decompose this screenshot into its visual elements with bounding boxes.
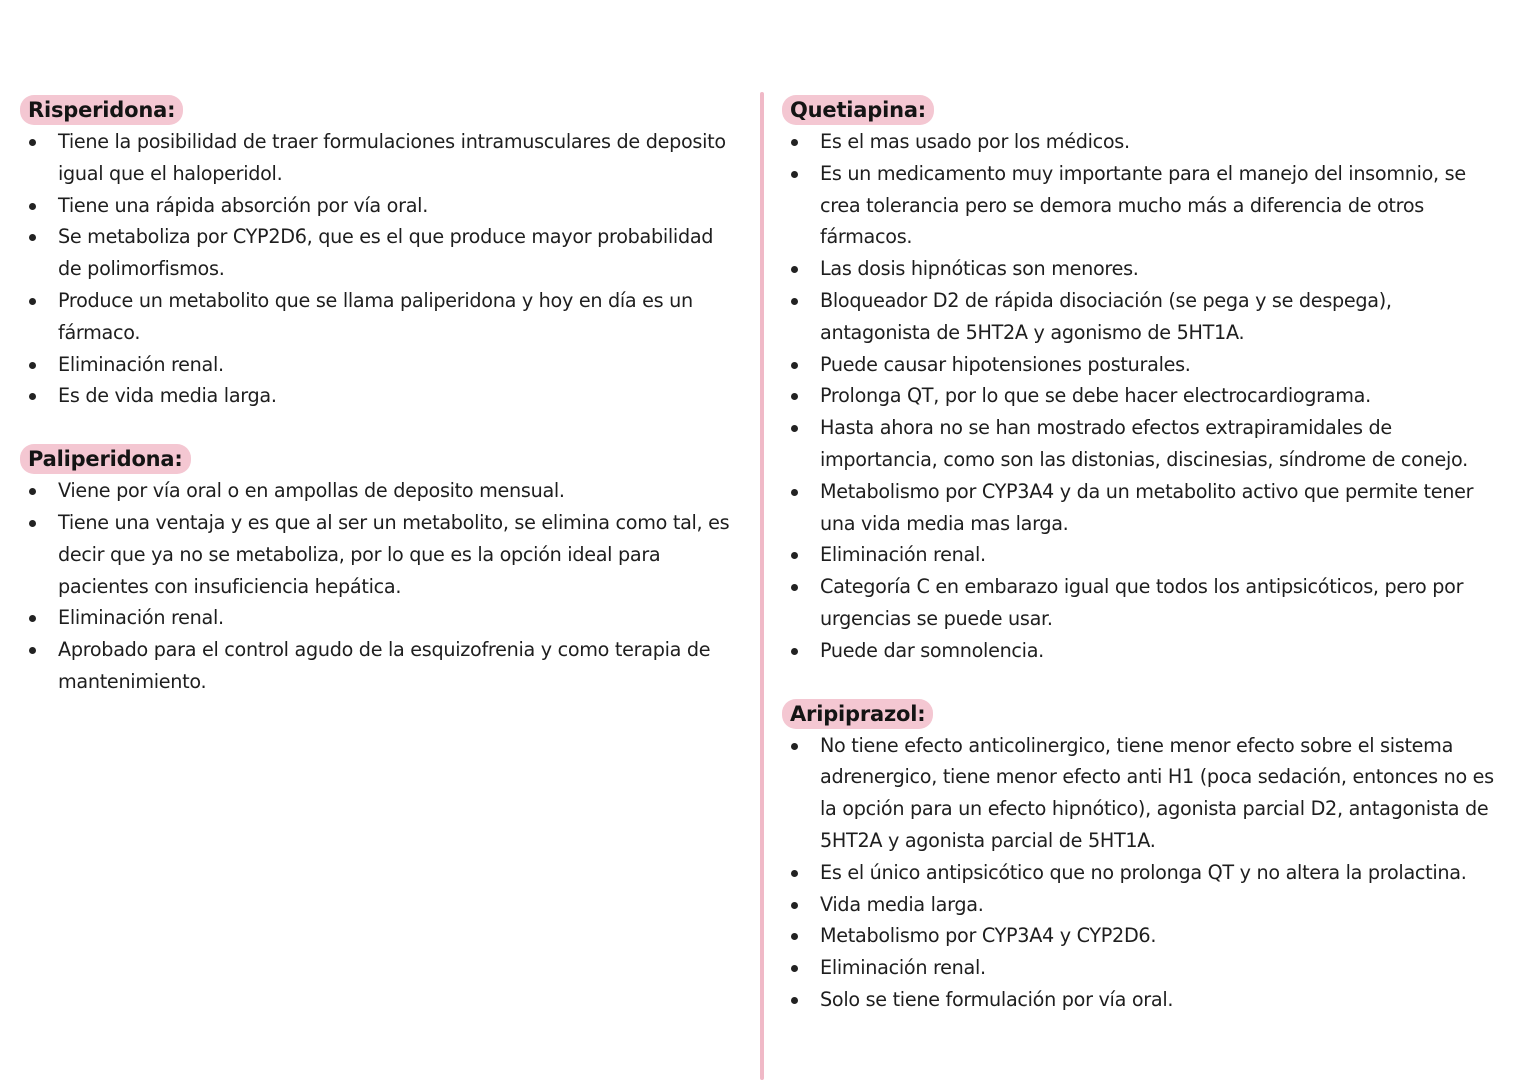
list-item: No tiene efecto anticolinergico, tiene menor efecto sobre el sistema adrenergico, tiene menor efecto anti H1 (poca sedación, entonces no es la opción para un efecto hipnótico), agonista parcial D2, antagonista de 5HT2A y agonista parcial de 5HT1A. (782, 730, 1502, 857)
list-item: Es el único antipsicótico que no prolonga QT y no altera la prolactina. (782, 857, 1502, 889)
list-item: Eliminación renal. (20, 349, 740, 381)
list-item: Tiene una rápida absorción por vía oral. (20, 190, 740, 222)
list-item: Hasta ahora no se han mostrado efectos extrapiramidales de importancia, como son las distonias, discinesias, síndrome de conejo. (782, 412, 1502, 476)
list-item: Aprobado para el control agudo de la esquizofrenia y como terapia de mantenimiento. (20, 634, 740, 698)
left-column (20, 95, 740, 698)
list-item: Es de vida media larga. (20, 380, 740, 412)
section-paliperidona (20, 444, 740, 698)
section-heading: Paliperidona: (20, 444, 191, 474)
bullet-list (782, 730, 1502, 1016)
bullet-list (782, 126, 1502, 667)
list-item: Eliminación renal. (782, 952, 1502, 984)
bullet-list (20, 126, 740, 412)
list-item: Metabolismo por CYP3A4 y CYP2D6. (782, 920, 1502, 952)
section-heading: Risperidona: (20, 95, 183, 125)
list-item: Prolonga QT, por lo que se debe hacer electrocardiograma. (782, 380, 1502, 412)
list-item: Es el mas usado por los médicos. (782, 126, 1502, 158)
list-item: Es un medicamento muy importante para el manejo del insomnio, se crea tolerancia pero se demora mucho más a diferencia de otros fármacos. (782, 158, 1502, 253)
list-item: Categoría C en embarazo igual que todos los antipsicóticos, pero por urgencias se puede usar. (782, 571, 1502, 635)
right-column (782, 95, 1502, 1016)
section-aripiprazol (782, 699, 1502, 1016)
section-heading: Aripiprazol: (782, 699, 933, 729)
section-risperidona (20, 95, 740, 412)
list-item: Eliminación renal. (782, 539, 1502, 571)
list-item: Tiene la posibilidad de traer formulaciones intramusculares de deposito igual que el haloperidol. (20, 126, 740, 190)
list-item: Vida media larga. (782, 889, 1502, 921)
section-heading: Quetiapina: (782, 95, 934, 125)
list-item: Viene por vía oral o en ampollas de deposito mensual. (20, 475, 740, 507)
list-item: Produce un metabolito que se llama paliperidona y hoy en día es un fármaco. (20, 285, 740, 349)
column-divider (760, 92, 764, 1080)
bullet-list (20, 475, 740, 698)
list-item: Solo se tiene formulación por vía oral. (782, 984, 1502, 1016)
list-item: Puede dar somnolencia. (782, 635, 1502, 667)
list-item: Las dosis hipnóticas son menores. (782, 253, 1502, 285)
list-item: Metabolismo por CYP3A4 y da un metabolito activo que permite tener una vida media mas larga. (782, 476, 1502, 540)
list-item: Bloqueador D2 de rápida disociación (se pega y se despega), antagonista de 5HT2A y agonismo de 5HT1A. (782, 285, 1502, 349)
list-item: Se metaboliza por CYP2D6, que es el que produce mayor probabilidad de polimorfismos. (20, 221, 740, 285)
section-quetiapina (782, 95, 1502, 667)
list-item: Tiene una ventaja y es que al ser un metabolito, se elimina como tal, es decir que ya no se metaboliza, por lo que es la opción ideal para pacientes con insuficiencia hepática. (20, 507, 740, 602)
list-item: Eliminación renal. (20, 602, 740, 634)
list-item: Puede causar hipotensiones posturales. (782, 349, 1502, 381)
